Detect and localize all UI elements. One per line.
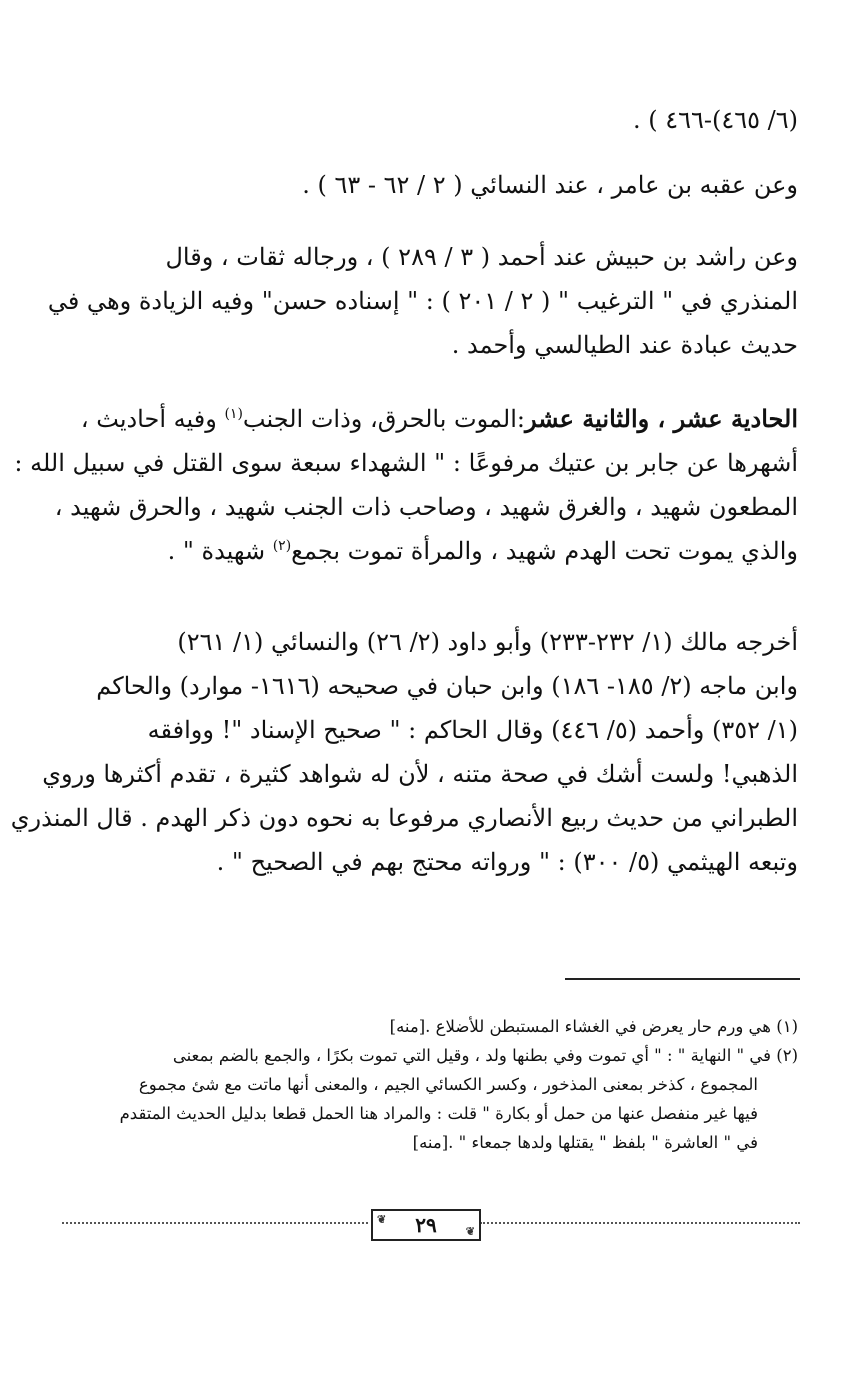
text-fragment: وفيه أحاديث ، bbox=[80, 405, 225, 433]
text-line: أشهرها عن جابر بن عتيك مرفوعًا : " الشهداء سبعة سوى القتل في سبيل الله : bbox=[14, 449, 798, 477]
text-line: (٦/ ٤٦٥)-٤٦٦ ) . bbox=[632, 106, 798, 134]
text-line: وابن ماجه (٢/ ١٨٥- ١٨٦) وابن حبان في صحيحه (١٦١٦- موارد) والحاكم bbox=[96, 672, 798, 700]
text-line: (١/ ٣٥٢) وأحمد (٥/ ٤٤٦) وقال الحاكم : " صحيح الإسناد "! ووافقه bbox=[147, 716, 798, 744]
ornament-icon: ❦ bbox=[465, 1225, 475, 1238]
text-line: الطبراني من حديث ربيع الأنصاري مرفوعا به نحوه دون ذكر الهدم . قال المنذري bbox=[10, 804, 798, 832]
page-footer-dotted-rule-left bbox=[62, 1222, 368, 1224]
reference-uqba bbox=[58, 163, 798, 207]
footnote-separator bbox=[565, 978, 800, 980]
text-line: وعن راشد بن حبيش عند أحمد ( ٣ / ٢٨٩ ) ، ورجاله ثقات ، وقال bbox=[165, 243, 798, 271]
text-line: حديث عبادة عند الطيالسي وأحمد . bbox=[451, 331, 798, 359]
footnote-marker-1[interactable]: (١) bbox=[224, 406, 243, 422]
footnote-2-line: المجموع ، كذخر بمعنى المذخور ، وكسر الكسائي الجيم ، والمعنى أنها ماتت مع شئ مجموع bbox=[138, 1075, 758, 1094]
text-line: المطعون شهيد ، والغرق شهيد ، وصاحب ذات الجنب شهيد ، والحرق شهيد ، bbox=[54, 493, 798, 521]
footnote-1: (١) هي ورم حار يعرض في الغشاء المستبطن للأضلاع .[منه] bbox=[389, 1017, 798, 1036]
text-line: وعن عقبه بن عامر ، عند النسائي ( ٢ / ٦٢ - ٦٣ ) . bbox=[302, 171, 798, 199]
paragraph-takhrij bbox=[10, 620, 798, 884]
reference-continuation bbox=[58, 98, 798, 142]
footnote-marker-2[interactable]: (٢) bbox=[272, 538, 292, 554]
ornament-icon: ❦ bbox=[377, 1213, 387, 1226]
text-fragment: :الموت بالحرق، وذات الجنب bbox=[242, 405, 525, 433]
text-fragment: شهيدة " . bbox=[167, 537, 273, 565]
text-line: أخرجه مالك (١/ ٢٣٢-٢٣٣) وأبو داود (٢/ ٢٦) والنسائي (١/ ٢٦١) bbox=[177, 628, 798, 656]
page-number: ٢٩ bbox=[415, 1213, 437, 1237]
section-heading: الحادية عشر ، والثانية عشر bbox=[524, 404, 798, 433]
text-line bbox=[58, 529, 798, 573]
page-number-frame bbox=[371, 1209, 481, 1241]
footnote-2-line: في " العاشرة " بلفظ " يقتلها ولدها جمعاء " .[منه] bbox=[412, 1133, 758, 1152]
text-fragment: والذي يموت تحت الهدم شهيد ، والمرأة تموت بجمع bbox=[291, 537, 798, 565]
text-line: الذهبي! ولست أشك في صحة متنه ، لأن له شواهد كثيرة ، تقدم أكثرها وروي bbox=[42, 760, 798, 788]
footnotes bbox=[58, 1012, 798, 1157]
footnote-2-line: فيها غير منفصل عنها من حمل أو بكارة " قلت : والمراد هنا الحمل قطعا بدليل الحديث المتقدم bbox=[119, 1104, 758, 1123]
footnote-2-line: (٢) في " النهاية " : " أي تموت وفي بطنها ولد ، وقيل التي تموت بكرًا ، والجمع بالضم بمعنى bbox=[172, 1046, 798, 1065]
text-line: المنذري في " الترغيب " ( ٢ / ٢٠١ ) : " إسناده حسن" وفيه الزيادة وهي في bbox=[47, 287, 798, 315]
paragraph-rashid bbox=[47, 235, 798, 367]
text-line: وتبعه الهيثمي (٥/ ٣٠٠) : " ورواته محتج بهم في الصحيح " . bbox=[216, 848, 798, 876]
text-line bbox=[58, 397, 798, 441]
paragraph-eleventh-twelfth bbox=[14, 397, 798, 573]
page-footer-dotted-rule-right bbox=[480, 1222, 800, 1224]
